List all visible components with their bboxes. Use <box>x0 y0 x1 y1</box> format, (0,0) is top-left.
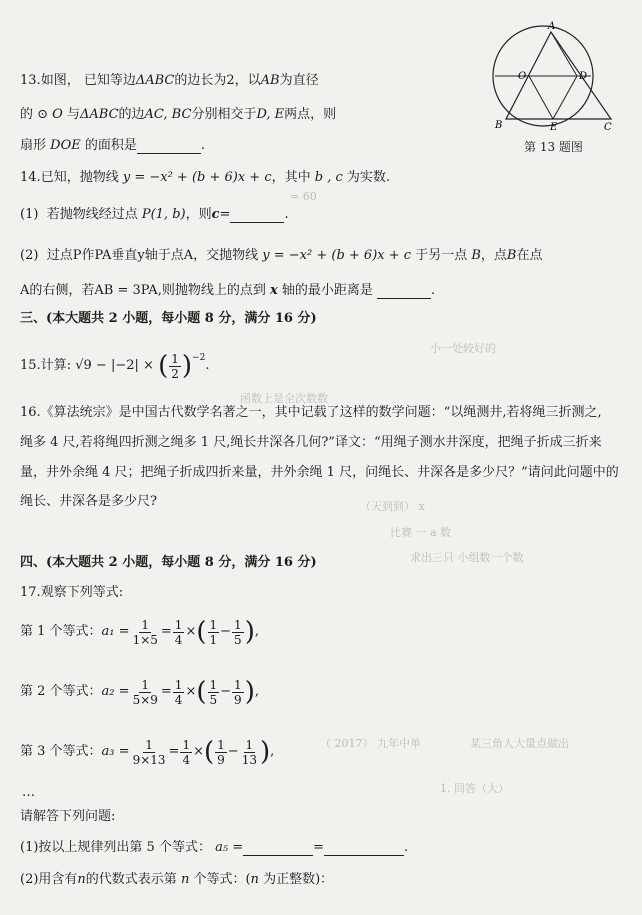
q17-eq-minus: − <box>220 624 232 639</box>
q14-p2-answer-blank[interactable] <box>377 284 431 299</box>
q14-c: c <box>211 207 220 222</box>
q17-frac-num: 1 <box>217 737 225 752</box>
section-3-title: 三、(本大题共 2 小题，每小题 8 分，满分 16 分) <box>20 311 317 326</box>
q17-eq-end: , <box>254 684 259 699</box>
q17-frac-den: 9 <box>217 752 225 767</box>
q13-sides: AC, BC <box>144 107 192 122</box>
q17-equation-2: 第 2 个等式： a₂ = $\frac{1}{5\times 9}$ = $\frac{1}{4}$ × ( $\frac{1}{5}$ − $\frac{1}{9}$ ) , <box>20 677 259 707</box>
section-4-title: 四、(本大题共 2 小题，每小题 8 分，满分 16 分) <box>20 555 317 570</box>
q17-eq-quarter <box>180 738 192 767</box>
q17-text: . <box>404 840 409 855</box>
q17-equation-1: 第 1 个等式： a₁ = $\frac{1}{1\times 5}$ = $\frac{1}{4}$ × ( $\frac{1}{1}$ − $\frac{1}{5}$ ) , <box>20 617 259 647</box>
q17-eq-term: a₁ <box>101 624 115 639</box>
q13-text: 的 ⊙ <box>20 107 49 122</box>
q15-number: 15. <box>20 358 41 373</box>
q15-times: × <box>143 358 154 373</box>
label-c: C <box>604 122 612 133</box>
q15-exponent: −2 <box>192 353 206 363</box>
q17-eq-term-1 <box>215 738 227 767</box>
q14-point-b: B <box>506 248 517 263</box>
bleed-text: （ 2017） 九年中单 <box>320 737 421 750</box>
q13-line-2 <box>20 107 336 123</box>
q15-sqrt: √9 <box>75 358 92 373</box>
q14-text: . <box>431 283 436 298</box>
q17-part-1 <box>20 840 408 856</box>
q14-p1-number: (1) <box>20 207 39 222</box>
q16-line-1: 16.《算法统宗》是中国古代数学名著之一，其中记载了这样的数学问题：“以绳测井,若将绳三折测之, <box>20 405 602 420</box>
q16-line-3: 量，井外余绳 4 尺；把绳子折成四折来量，井外余绳 1 尺，问绳长、井深各是多少尺？”请问此问题中的 <box>20 465 619 480</box>
q13-number: 13. <box>20 73 41 88</box>
q17-number: 17. <box>20 585 41 600</box>
q17-frac-num: 1 <box>141 617 150 632</box>
q14-p1-answer-blank[interactable] <box>230 208 284 223</box>
q13-line-3 <box>20 138 205 154</box>
q17-frac-den: 4 <box>174 632 183 647</box>
q16-line-2: 绳多 4 尺,若将绳四折测之绳多 1 尺,绳长井深各几何?”译文：“用绳子测水井深度，把绳子折成三折来 <box>20 435 602 450</box>
label-e: E <box>550 122 558 133</box>
q17-frac-den: 13 <box>241 752 257 767</box>
q14-text: = <box>219 207 231 222</box>
q14-part-1 <box>20 207 289 223</box>
q17-eq-sign: = <box>168 744 180 759</box>
q17-eq-fraction <box>131 618 160 647</box>
q14-point-p: P(1, b) <box>141 207 186 222</box>
q13-text: 与 <box>66 107 80 122</box>
q16-line-4: 绳长、井深各是多少尺? <box>20 494 157 509</box>
q17-eq-term-2 <box>232 678 244 707</box>
q17-eq-end: , <box>270 744 275 759</box>
q14-part-2-line-2 <box>20 283 435 299</box>
q17-eq-label: 第 3 个等式： <box>20 744 102 759</box>
q14-text: ，其中 <box>271 170 311 185</box>
q13-text: 的面积是 <box>84 138 137 153</box>
q13-text: 扇形 <box>20 138 47 153</box>
label-b: B <box>495 120 503 131</box>
q17-frac-den: 1 <box>209 632 218 647</box>
q17-eq-sign: = <box>118 624 130 639</box>
q15-frac-den: 2 <box>171 366 179 381</box>
q14-number: 14. <box>20 170 41 185</box>
q13-line-1 <box>20 73 319 89</box>
q17-n: n <box>77 872 86 887</box>
q14-p2-number: (2) <box>20 248 39 263</box>
q17-frac-den: 4 <box>174 692 183 707</box>
q14-text: ，交抛物线 <box>193 248 259 263</box>
q17-frac-den: 5 <box>209 692 218 707</box>
q17-part-2 <box>20 872 333 888</box>
q14-text: 轴的最小距离是 <box>281 283 373 298</box>
q17-eq-label: 第 1 个等式： <box>20 624 102 639</box>
segment-de <box>553 76 577 119</box>
q13-text: 的边长为2，以 <box>174 73 261 88</box>
q17-frac-den: 5×9 <box>132 692 158 707</box>
q17-text: = <box>313 840 325 855</box>
bleed-text: 小一处较好的 <box>430 342 496 355</box>
q17-eq-end: , <box>254 624 259 639</box>
q17-frac-den: 1×5 <box>132 632 158 647</box>
q15-end: . <box>205 358 210 373</box>
q17-text: 个等式：( <box>193 872 251 887</box>
q17-frac-num: 1 <box>209 677 218 692</box>
bleed-text: 函数上是全次数数 <box>240 392 328 405</box>
q17-frac-num: 1 <box>141 677 150 692</box>
q17-a5: a₅ <box>215 840 229 855</box>
q17-text: 为正整数)： <box>263 872 334 887</box>
q17-text: 观察下列等式: <box>40 585 124 600</box>
bleed-text: （天到到） x <box>360 500 425 513</box>
bleed-text: 某三角人大量点做出 <box>470 737 569 750</box>
q17-frac-num: 1 <box>182 737 191 752</box>
q13-text: 如图， <box>40 73 80 88</box>
q13-text: 分别相交于 <box>191 107 257 122</box>
q13-text: 两点，则 <box>284 107 337 122</box>
q17-eq-sign: = <box>118 744 130 759</box>
q17-equation-3: 第 3 个等式： a₃ = $\frac{1}{9\times 13}$ = $\frac{1}{4}$ × ( $\frac{1}{9}$ − $\frac{1}{13}$ ) , <box>20 737 275 767</box>
q17-eq-label: 第 2 个等式： <box>20 684 102 699</box>
q17-p1-answer-blank-2[interactable] <box>324 841 404 856</box>
q17-eq-term-1 <box>208 618 220 647</box>
q17-eq-minus: − <box>227 744 239 759</box>
q14-equation: y = −x² + (b + 6)x + c <box>122 170 272 185</box>
q17-eq-times: × <box>185 684 197 699</box>
q15-abs: |−2| <box>110 358 139 373</box>
q13-ab: AB <box>260 73 280 88</box>
q15-line: 15. 计算: √9 − |−2| × ( $\frac{1}{2}$ ) −2 . <box>20 351 210 381</box>
q13-o: O <box>52 107 63 122</box>
q17-eq-fraction <box>131 738 168 767</box>
q15-minus: − <box>95 358 107 373</box>
q13-text: 为直径 <box>279 73 319 88</box>
figure-13-diagram <box>478 18 618 158</box>
q17-eq-term-2 <box>232 618 244 647</box>
q14-text: 若抛物线经过点 <box>46 207 138 222</box>
segment-ad <box>551 32 577 76</box>
q14-text: ，则 <box>185 207 212 222</box>
q17-intro <box>20 585 123 601</box>
q14-bc: b , c <box>314 170 343 185</box>
q13-answer-blank[interactable] <box>137 139 201 154</box>
q17-eq-term-1 <box>208 678 220 707</box>
q14-text: 在点 <box>516 248 543 263</box>
bleed-text: 求出三只 小组数一个数 <box>410 551 524 564</box>
q14-text: 于另一点 <box>415 248 468 263</box>
q14-text: . <box>284 207 289 222</box>
q17-frac-num: 1 <box>209 617 218 632</box>
q14-point-b: B <box>471 248 481 263</box>
segment-oe <box>529 76 553 119</box>
q17-eq-term-2 <box>240 738 259 767</box>
q17-frac-den: 9 <box>234 692 242 707</box>
q17-eq-term: a₃ <box>101 744 115 759</box>
q17-n: n <box>180 872 190 887</box>
q17-eq-quarter <box>173 678 185 707</box>
q17-frac-den: 5 <box>234 632 242 647</box>
q13-triangle: ΔABC <box>135 73 175 88</box>
q14-text: ，点 <box>480 248 507 263</box>
q17-frac-den: 4 <box>182 752 191 767</box>
q13-text: . <box>200 138 206 153</box>
q13-de: D, E <box>256 107 285 122</box>
q17-frac-num: 1 <box>234 677 242 692</box>
q14-text: 已知，抛物线 <box>40 170 119 185</box>
q17-p1-answer-blank-1[interactable] <box>243 841 313 856</box>
q17-frac-den: 9×13 <box>132 752 166 767</box>
q17-eq-quarter <box>173 618 185 647</box>
q17-frac-num: 1 <box>174 617 183 632</box>
q14-part-2-line-1 <box>20 248 543 264</box>
q17-frac-num: 1 <box>145 737 153 752</box>
q17-ask: 请解答下列问题: <box>20 809 116 824</box>
q17-eq-term: a₂ <box>101 684 115 699</box>
q13-text: 的边 <box>118 107 145 122</box>
q17-ellipsis: … <box>22 785 35 800</box>
q17-eq-sign: = <box>160 684 172 699</box>
q14-text: P作PA垂直y轴于点A <box>72 248 194 263</box>
q17-eq-sign: = <box>160 624 172 639</box>
q15-label: 计算: <box>40 358 72 373</box>
q17-eq-times: × <box>193 744 204 759</box>
q14-text: 为实数. <box>346 170 391 185</box>
figure-13-caption: 第 13 题图 <box>524 140 583 154</box>
q13-doe: DOE <box>50 138 81 153</box>
q14-x-axis: x <box>269 283 278 298</box>
q14-equation: y = −x² + (b + 6)x + c <box>262 248 412 263</box>
q13-triangle: ΔABC <box>80 107 119 122</box>
label-o: O <box>518 71 527 82</box>
q17-text: (1)按以上规律列出第 5 个等式： <box>20 840 211 855</box>
bleed-text: = 60 <box>290 190 317 203</box>
q13-text: 已知等边 <box>83 73 136 88</box>
q14-stem <box>20 170 390 186</box>
q17-frac-num: 1 <box>234 617 242 632</box>
q17-text: = <box>232 840 244 855</box>
q14-text: 过点 <box>46 248 73 263</box>
q17-text: (2)用含有 <box>20 872 78 887</box>
q15-fraction <box>169 352 181 381</box>
q17-frac-num: 1 <box>245 737 254 752</box>
q14-text: A的右侧，若AB = 3PA,则抛物线上的点到 <box>20 283 266 298</box>
bleed-text: 比赛 一 a 数 <box>390 526 452 539</box>
label-a: A <box>548 21 556 32</box>
q17-frac-num: 1 <box>174 677 183 692</box>
q17-eq-times: × <box>185 624 197 639</box>
q17-eq-sign: = <box>118 684 130 699</box>
q17-text: 的代数式表示第 <box>85 872 177 887</box>
label-d: D <box>579 71 588 82</box>
q17-n: n <box>250 872 259 887</box>
q17-eq-minus: − <box>220 684 232 699</box>
q17-eq-fraction <box>131 678 160 707</box>
q15-frac-num: 1 <box>171 351 179 366</box>
bleed-text: 1. 回答（大） <box>440 782 509 795</box>
